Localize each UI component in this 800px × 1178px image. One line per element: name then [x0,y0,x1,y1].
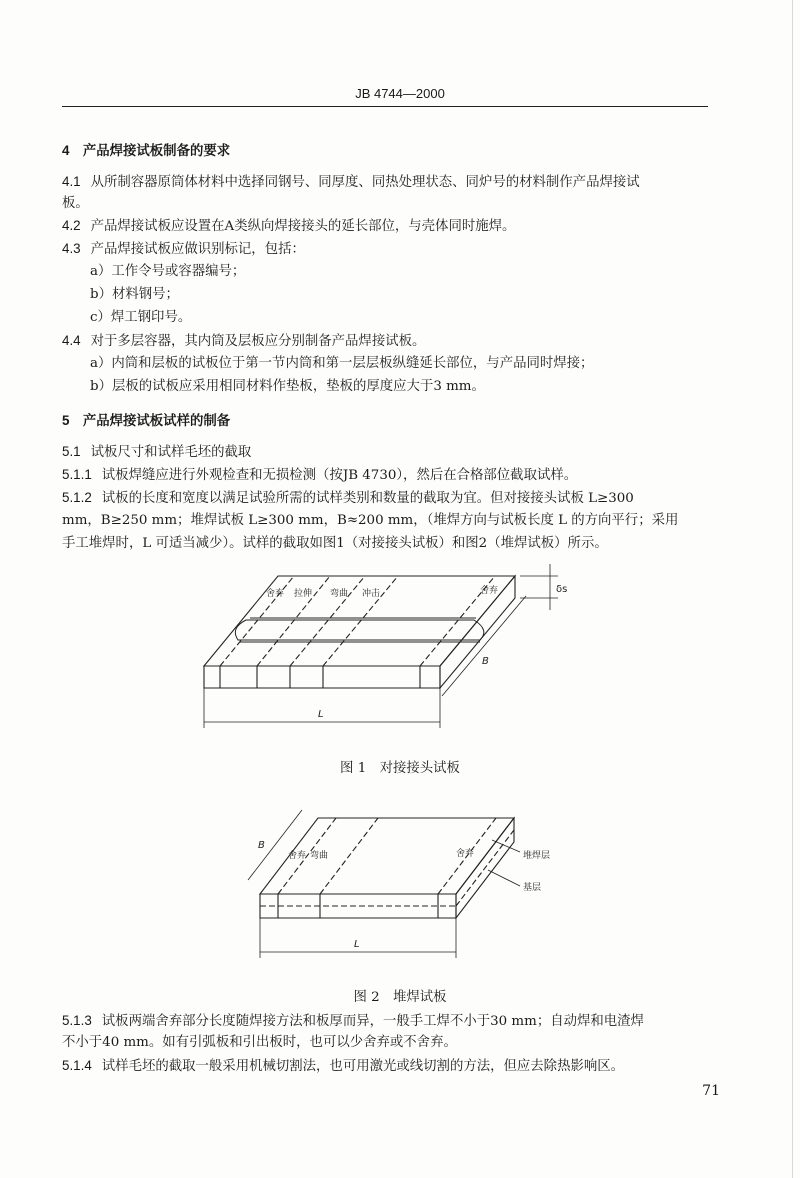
label-bend: 弯曲 [330,589,349,599]
figure-2-overlay-plate [230,800,590,970]
label-impact: 冲击 [362,589,381,599]
para-5-1-1 [62,464,712,487]
para-number: 5.1.1 [62,467,92,482]
para-4-2 [62,215,712,238]
para-5-1-2-line2: mm，B≥250 mm；堆焊试板 L≥300 mm，B≈200 mm，（堆焊方向与试板长度 L 的方向平行；采用 [62,513,679,528]
page-number: 71 [702,1083,720,1099]
label-discard-right: 舍弃 [456,849,475,859]
para-text: 试板焊缝应进行外观检查和无损检测（按JB 4730），然后在合格部位截取试样。 [101,468,578,483]
para-5-1-2-line3: 手工堆焊时，L 可适当减少）。试样的截取如图1（对接接头试板）和图2（堆焊试板）所示。 [62,536,608,551]
label-width: B [482,656,489,667]
para-text: 试样毛坯的截取一般采用机械切割法，也可用激光或线切割的方法，但应去除热影响区。 [101,1059,625,1074]
para-text: 试板尺寸和试样毛坯的截取 [90,445,252,460]
para-text: 试板的长度和宽度以满足试验所需的试样类别和数量的截取为宜。但对接接头试板 L≥300 [101,491,634,506]
para-text: 产品焊接试板应设置在A类纵向焊接接头的延长部位，与壳体同时施焊。 [90,219,516,234]
label-discard-right: 舍弃 [480,586,499,596]
section-4-title: 4 产品焊接试板制备的要求 [62,143,231,158]
para-4-3 [62,238,712,261]
figure-2-caption: 图 2 堆焊试板 [353,990,447,1005]
label-discard-left: 舍弃 [288,851,307,861]
label-width: B [258,840,265,851]
para-5-1-4 [62,1055,712,1078]
para-4-4 [62,330,712,353]
para-number: 5.1.3 [62,1013,92,1028]
para-5-1-3 [62,1010,712,1033]
para-text: 产品焊接试板应做识别标记，包括： [90,242,305,257]
list-item-4-3-c: c）焊工钢印号。 [90,310,192,325]
list-item-4-4-a: a）内筒和层板的试板位于第一节内筒和第一层层板纵缝延长部位，与产品同时焊接； [90,356,594,371]
label-length: L [354,939,360,950]
para-5-1-3-line2: 不小于40 mm。如有引弧板和引出板时，也可以少舍弃或不舍弃。 [62,1035,457,1050]
label-length: L [318,709,324,720]
plate-top-face [204,576,515,666]
para-number: 4.1 [62,174,81,189]
plate-side-face [440,576,515,688]
plate-front-face [204,666,440,688]
para-4-1-cont: 板。 [62,196,89,211]
para-text: 从所制容器原筒体材料中选择同钢号、同厚度、同热处理状态、同炉号的材料制作产品焊接试 [90,175,640,190]
para-number: 4.2 [62,218,81,233]
section-5-title: 5 产品焊接试板试样的制备 [62,413,231,428]
list-item-4-4-b: b）层板的试板应采用相同材料作垫板，垫板的厚度应大于3 mm。 [90,379,485,394]
running-header: JB 4744—2000 [355,86,445,101]
para-number: 4.4 [62,333,81,348]
label-thickness: δs [556,584,568,595]
para-text: 对于多层容器，其内筒及层板应分别制备产品焊接试板。 [90,334,426,349]
para-number: 5.1 [62,444,81,459]
para-text: 试板两端舍弃部分长度随焊接方法和板厚而异，一般手工焊不小于30 mm；自动焊和电渣焊 [101,1014,644,1029]
label-overlay: 堆焊层 [523,851,551,861]
label-tensile: 拉伸 [294,589,313,599]
list-item-4-3-b: b）材料钢号； [90,287,179,302]
para-5-1-2 [62,487,712,510]
para-number: 5.1.2 [62,490,92,505]
label-base: 基层 [523,883,542,893]
label-bend: 弯曲 [310,851,329,861]
para-4-1 [62,171,712,194]
figure-1-caption: 图 1 对接接头试板 [340,761,460,776]
weld-bead [235,620,484,640]
label-discard-left: 舍弃 [266,589,285,599]
para-number: 4.3 [62,241,81,256]
list-item-4-3-a: a）工作令号或容器编号； [90,264,246,279]
header-rule [62,106,708,107]
para-5-1 [62,441,712,464]
figure-1-butt-joint-plate [190,560,590,745]
para-number: 5.1.4 [62,1058,92,1073]
